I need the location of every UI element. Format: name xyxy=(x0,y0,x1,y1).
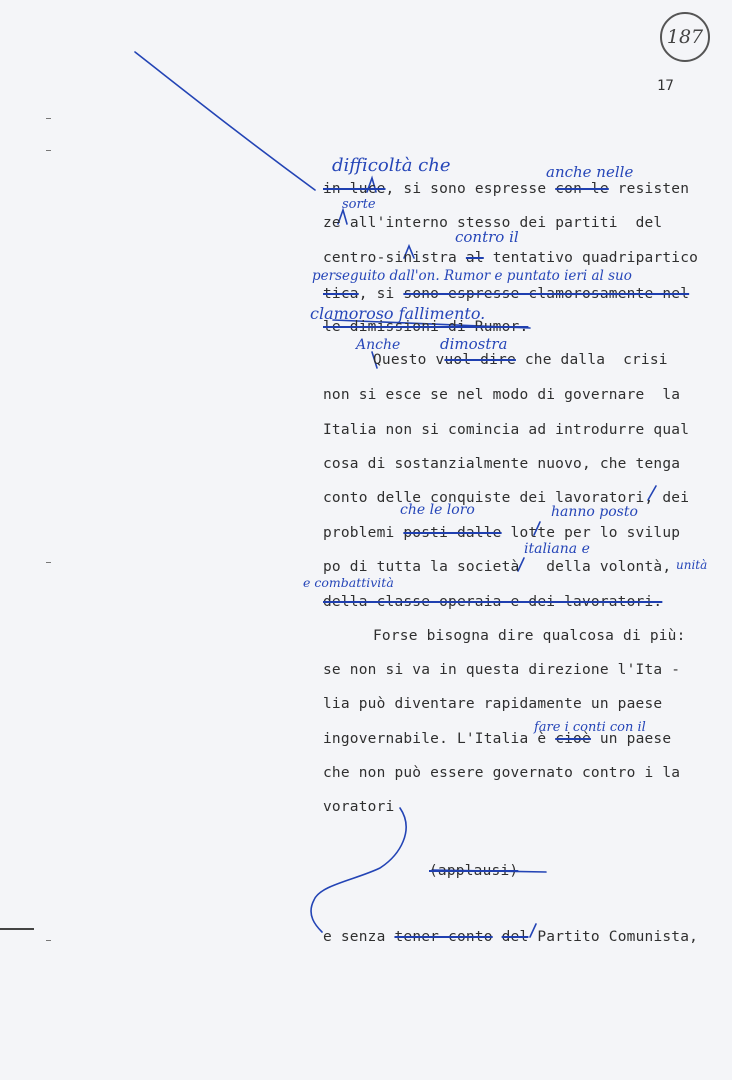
margin-tick xyxy=(46,150,51,151)
handwritten-note: e combattività xyxy=(303,575,394,590)
handwritten-note: Anche xyxy=(356,337,401,353)
text-line: po di tutta la società della volontà, xyxy=(323,559,672,575)
handwritten-note: sorte xyxy=(342,197,376,212)
text-line: problemi posti dalle lotte per lo svilup xyxy=(323,525,681,541)
text-line: Questo vuol dire che dalla crisi xyxy=(373,352,668,368)
text-line: che non può essere governato contro i la xyxy=(323,765,681,781)
text-line: cosa di sostanzialmente nuovo, che tenga xyxy=(323,456,681,472)
margin-tick xyxy=(46,118,51,119)
page-stamp: 187 xyxy=(660,12,710,62)
handwritten-note: unità xyxy=(676,558,708,572)
handwritten-note: clamoroso fallimento. xyxy=(310,304,486,323)
bracket-curve xyxy=(311,808,406,932)
handwritten-note: hanno posto xyxy=(551,504,638,520)
arrow-line xyxy=(135,52,315,190)
text-line: centro-sinistra al tentativo quadripartico xyxy=(323,250,699,266)
text-line: conto delle conquiste dei lavoratori, dei xyxy=(323,490,690,506)
handwritten-note: che le loro xyxy=(400,502,475,518)
text-line: Forse bisogna dire qualcosa di più: xyxy=(373,628,686,644)
text-line: non si esce se nel modo di governare la xyxy=(323,387,681,403)
text-line: lia può diventare rapidamente un paese xyxy=(323,696,663,712)
text-line: voratori xyxy=(323,799,395,815)
text-line: (applausi) xyxy=(429,863,519,879)
handwritten-note: dimostra xyxy=(440,335,508,353)
margin-rule xyxy=(0,928,34,930)
handwritten-note: difficoltà che xyxy=(332,155,451,176)
text-line: tica, si sono espresse clamorosamente nel xyxy=(323,286,690,302)
text-line: ze all'interno stesso dei partiti del xyxy=(323,215,663,231)
margin-tick xyxy=(46,940,51,941)
text-line: e senza tener conto del Partito Comunista, xyxy=(323,929,699,945)
text-line: Italia non si comincia ad introdurre qual xyxy=(323,422,690,438)
page-number: 17 xyxy=(657,78,674,94)
text-line: se non si va in questa direzione l'Ita - xyxy=(323,662,681,678)
text-line: della classe operaia e dei lavoratori. xyxy=(323,594,663,610)
handwritten-note: fare i conti con il xyxy=(534,720,646,735)
text-line: in luce, si sono espresse con le resisten xyxy=(323,181,690,197)
margin-tick xyxy=(46,562,51,563)
handwritten-note: contro il xyxy=(455,228,519,246)
text-line: ingovernabile. L'Italia è cioè un paese xyxy=(323,731,672,747)
handwritten-note: perseguito dall'on. Rumor e puntato ieri al suo xyxy=(312,268,632,284)
text-line: le dimissioni di Rumor. xyxy=(323,319,529,335)
handwritten-note: italiana e xyxy=(524,541,590,557)
handwritten-note: anche nelle xyxy=(546,163,634,181)
